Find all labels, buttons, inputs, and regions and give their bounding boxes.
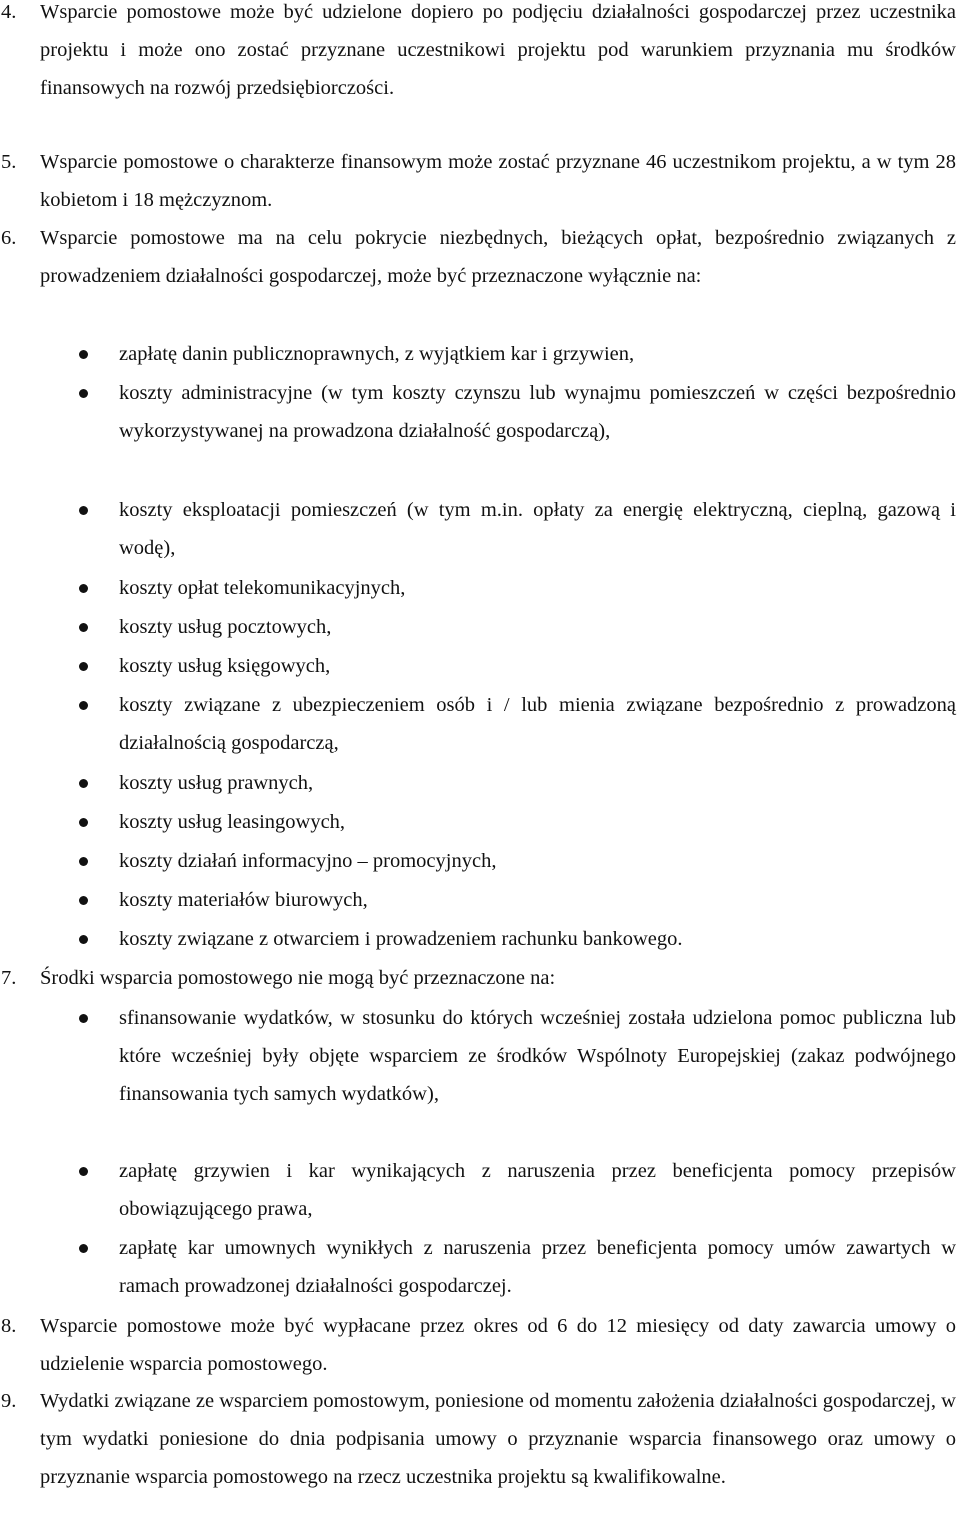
bullet-dot: [79, 584, 88, 593]
list-item: koszty usług leasingowych,: [119, 811, 346, 833]
item-number-5: 5.: [1, 151, 17, 173]
list-item: koszty materiałów biurowych,: [119, 889, 368, 911]
bullet-dot: [79, 857, 88, 866]
bullet-dot: [79, 935, 88, 944]
bullet-dot: [79, 896, 88, 905]
list-item: zapłatę danin publicznoprawnych, z wyjątkiem kar i grzywien,: [119, 343, 635, 365]
list-item: koszty usług księgowych,: [119, 655, 331, 677]
list-item: koszty związane z ubezpieczeniem osób i / lub mienia związane bezpośrednio z prowadzoną działalnością gospodarczą,: [119, 694, 956, 754]
item-7-text: Środki wsparcia pomostowego nie mogą być przeznaczone na:: [40, 967, 556, 989]
list-item: zapłatę kar umownych wynikłych z naruszenia przez beneficjenta pomocy umów zawartych w ramach prowadzonej działalności gospodarczej.: [119, 1237, 956, 1297]
bullet-dot: [79, 506, 88, 515]
bullet-dot: [79, 1014, 88, 1023]
item-number-9: 9.: [1, 1390, 17, 1412]
list-item: sfinansowanie wydatków, w stosunku do których wcześniej została udzielona pomoc publiczna lub które wcześniej były objęte wsparciem ze środków Wspólnoty Europejskiej (zakaz podwójnego finansowania tych samych wydatków),: [119, 1007, 956, 1105]
list-item: koszty eksploatacji pomieszczeń (w tym m.in. opłaty za energię elektryczną, cieplną, gazową i wodę),: [119, 499, 956, 559]
bullet-dot: [79, 818, 88, 827]
item-4-text: Wsparcie pomostowe może być udzielone dopiero po podjęciu działalności gospodarczej przez uczestnika projektu i może ono zostać przyznane uczestnikowi projektu pod warunkiem przyznania mu środków finansowych na rozwój przedsiębiorczości.: [40, 1, 956, 99]
list-item: koszty związane z otwarciem i prowadzeniem rachunku bankowego.: [119, 928, 683, 950]
list-item: koszty usług prawnych,: [119, 772, 314, 794]
list-item: koszty działań informacyjno – promocyjnych,: [119, 850, 497, 872]
bullet-dot: [79, 350, 88, 359]
list-item: zapłatę grzywien i kar wynikających z naruszenia przez beneficjenta pomocy przepisów obowiązującego prawa,: [119, 1160, 956, 1220]
list-item: koszty opłat telekomunikacyjnych,: [119, 577, 406, 599]
item-6-text: Wsparcie pomostowe ma na celu pokrycie niezbędnych, bieżących opłat, bezpośrednio związanych z prowadzeniem działalności gospodarczej, może być przeznaczone wyłącznie na:: [40, 227, 956, 287]
bullet-dot: [79, 389, 88, 398]
item-9-text: Wydatki związane ze wsparciem pomostowym, poniesione od momentu założenia działalności gospodarczej, w tym wydatki poniesione do dnia podpisania umowy o przyznanie wsparcia finansowego oraz umowy o przyznanie wsparcia pomostowego na rzecz uczestnika projektu są kwalifikowalne.: [40, 1390, 956, 1488]
item-number-4: 4.: [1, 1, 17, 23]
item-number-7: 7.: [1, 967, 17, 989]
item-number-6: 6.: [1, 227, 17, 249]
bullet-dot: [79, 662, 88, 671]
item-5-text: Wsparcie pomostowe o charakterze finansowym może zostać przyznane 46 uczestnikom projektu, a w tym 28 kobietom i 18 mężczyznom.: [40, 151, 956, 211]
bullet-dot: [79, 701, 88, 710]
list-item: koszty usług pocztowych,: [119, 616, 332, 638]
item-number-8: 8.: [1, 1315, 17, 1337]
bullet-dot: [79, 1167, 88, 1176]
bullet-dot: [79, 1244, 88, 1253]
bullet-dot: [79, 779, 88, 788]
bullet-dot: [79, 623, 88, 632]
item-8-text: Wsparcie pomostowe może być wypłacane przez okres od 6 do 12 miesięcy od daty zawarcia umowy o udzielenie wsparcia pomostowego.: [40, 1315, 956, 1375]
list-item: koszty administracyjne (w tym koszty czynszu lub wynajmu pomieszczeń w części bezpośrednio wykorzystywanej na prowadzona działalność gospodarczą),: [119, 382, 956, 442]
